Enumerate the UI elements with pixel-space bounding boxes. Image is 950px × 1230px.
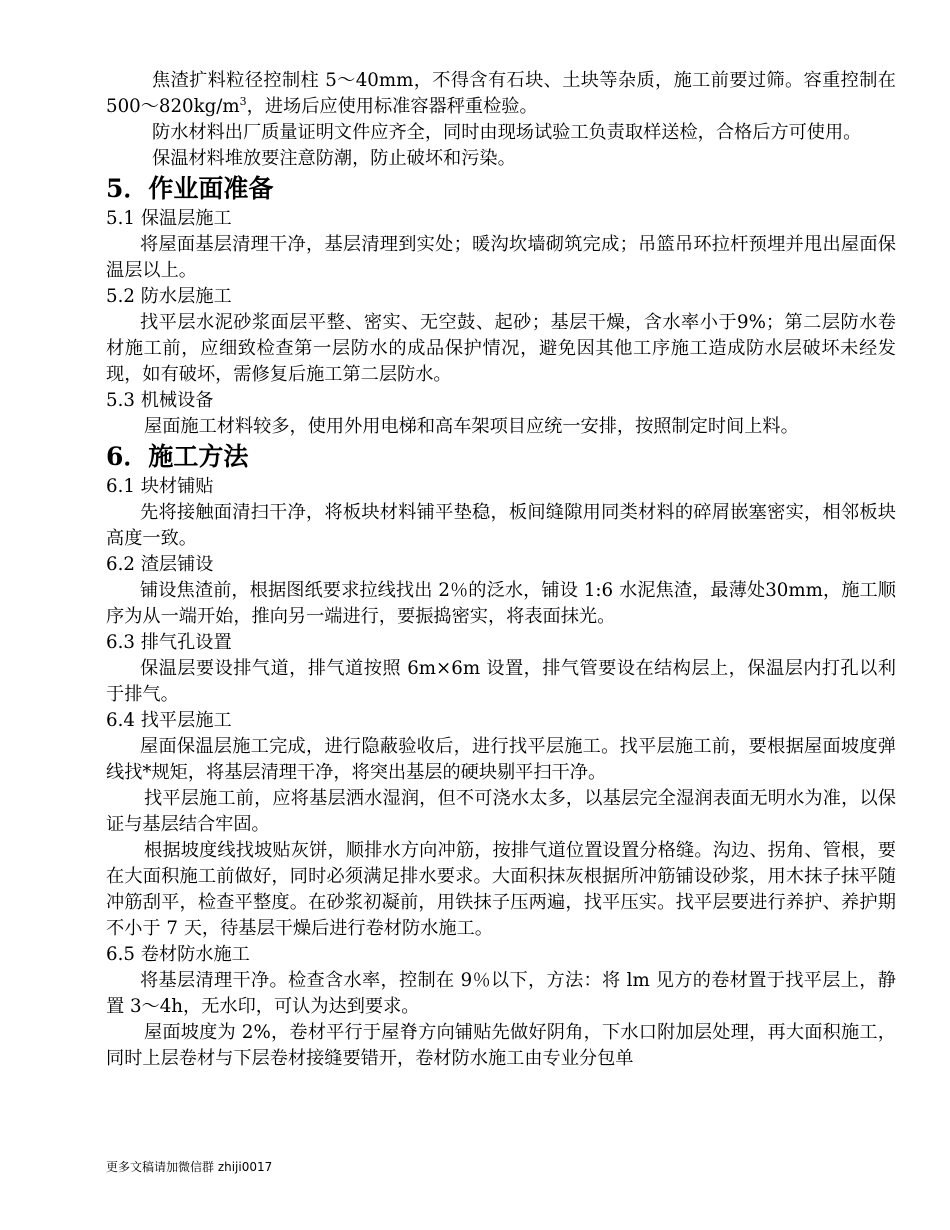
paragraph-text: ，进场后应使用标准容器秤重检验。 xyxy=(246,96,538,117)
subsection-heading: 5.1 保温层施工 xyxy=(106,208,232,229)
paragraph: 屋面保温层施工完成，进行隐蔽验收后，进行找平层施工。找平层施工前，要根据屋面坡度弹线找*规矩，将基层清理干净，将突出基层的硬块剔平扫干净。 xyxy=(106,736,896,783)
subsection-heading: 6.5 卷材防水施工 xyxy=(106,944,250,965)
paragraph: 将屋面基层清理干净，基层清理到实处；暖沟坎墙砌筑完成；吊篮吊环拉杆预埋并甩出屋面保温层以上。 xyxy=(106,234,896,281)
paragraph: 先将接触面清扫干净，将板块材料铺平垫稳，板间缝隙用同类材料的碎屑嵌塞密实，相邻板块高度一致。 xyxy=(106,502,896,549)
paragraph: 保温层要设排气道，排气道按照 6m×6m 设置，排气管要设在结构层上，保温层内打孔以利于排气。 xyxy=(106,658,896,705)
page-footer: 更多文稿请加微信群 zhiji0017 xyxy=(106,1160,273,1174)
subsection-heading: 5.3 机械设备 xyxy=(106,390,214,411)
paragraph: 防水材料出厂质量证明文件应齐全，同时由现场试验工负责取样送检，合格后方可使用。 xyxy=(152,122,862,143)
paragraph: 保温材料堆放要注意防潮，防止破坏和污染。 xyxy=(152,148,516,169)
section-heading: 5．作业面准备 xyxy=(106,174,274,203)
superscript: 3 xyxy=(239,94,247,108)
paragraph: 找平层施工前，应将基层洒水湿润，但不可浇水太多，以基层完全湿润表面无明水为准，以保证与基层结合牢固。 xyxy=(106,788,896,835)
paragraph: 找平层水泥砂浆面层平整、密实、无空鼓、起砂；基层干燥，含水率小于9%；第二层防水卷材施工前，应细致检查第一层防水的成品保护情况，避免因其他工序施工造成防水层破坏未经发现，如有破坏，需修复后施工第二层防水。 xyxy=(106,312,896,385)
section-heading: 6．施工方法 xyxy=(106,442,249,471)
paragraph: 将基层清理干净。检查含水率，控制在 9％以下，方法：将 lm 见方的卷材置于找平层上，静置 3～4h，无水印，可认为达到要求。 xyxy=(106,970,896,1017)
paragraph: 屋面施工材料较多，使用外用电梯和高车架项目应统一安排，按照制定时间上料。 xyxy=(144,416,799,437)
subsection-heading: 5.2 防水层施工 xyxy=(106,286,232,307)
paragraph: 屋面坡度为 2%，卷材平行于屋脊方向铺贴先做好阴角，下水口附加层处理，再大面积施工，同时上层卷材与下层卷材接缝要错开，卷材防水施工由专业分包单 xyxy=(106,1022,896,1069)
subsection-heading: 6.3 排气孔设置 xyxy=(106,632,232,653)
paragraph-text: 焦渣扩料粒径控制柱 5～40mm，不得含有石块、土块等杂质，施工前要过筛。容重控制在 500～820kg/m xyxy=(106,70,896,117)
paragraph xyxy=(106,68,896,120)
paragraph: 根据坡度线找坡贴灰饼，顺排水方向冲筋，按排气道位置设置分格缝。沟边、拐角、管根，要在大面积施工前做好，同时必须满足排水要求。大面积抹灰根据所冲筋铺设砂浆，用木抹子抹平随冲筋刮平，检查平整度。在砂浆初凝前，用铁抹子压两遍，找平压实。找平层要进行养护、养护期不小于 7 天，待基层干燥后进行卷材防水施工。 xyxy=(106,840,896,939)
subsection-heading: 6.2 渣层铺设 xyxy=(106,554,214,575)
subsection-heading: 6.1 块材铺贴 xyxy=(106,476,214,497)
paragraph: 铺设焦渣前，根据图纸要求拉线找出 2％的泛水，铺设 1:6 水泥焦渣，最薄处30mm，施工顺序为从一端开始，推向另一端进行，要振捣密实，将表面抹光。 xyxy=(106,580,896,627)
document-body xyxy=(106,68,896,1072)
subsection-heading: 6.4 找平层施工 xyxy=(106,710,232,731)
